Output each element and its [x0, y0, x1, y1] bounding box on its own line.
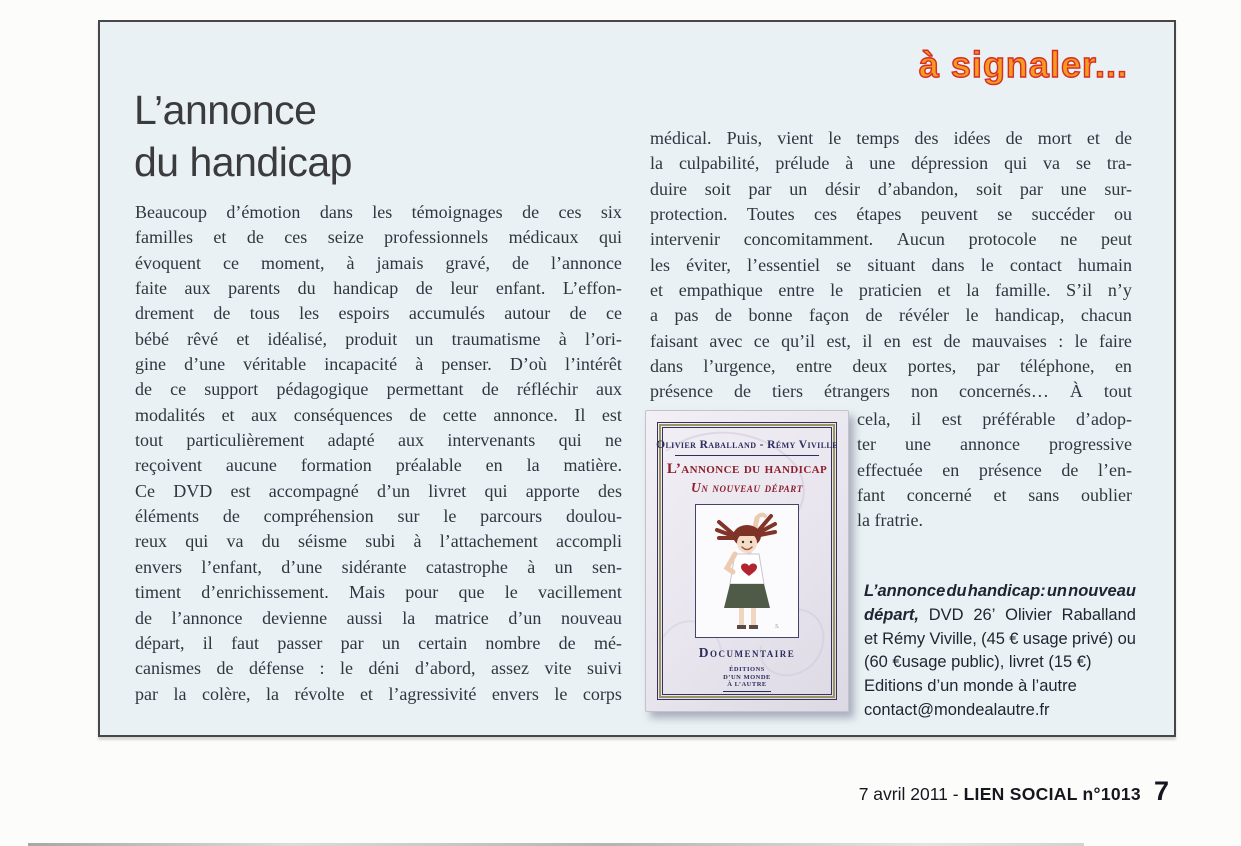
cover-outer-frame	[657, 422, 837, 700]
cover-gold-frame	[656, 424, 838, 698]
text-line: médical. Puis, vient le temps des idées de mort et de	[650, 128, 1132, 148]
article-right-column-wide	[650, 126, 1132, 405]
caption-line: et Rémy Viville, (45 € usage privé) ou	[864, 629, 1136, 648]
text-line: reux qui va du séisme subi à l’attachement accompli	[135, 531, 622, 552]
cover-title: L’annonce du handicap	[666, 461, 828, 477]
article-title-line2: du handicap	[134, 139, 352, 185]
article-right-column-narrow	[857, 407, 1132, 534]
text-line: Ce DVD est accompagné d’un livret qui apporte des	[135, 480, 622, 501]
text-line: de l’annonce devienne aussi la matrice d’un nouveau	[135, 607, 622, 628]
cover-subtitle: Un nouveau départ	[690, 480, 804, 495]
text-line: familles et de ces seize professionnels médicaux qui	[135, 227, 622, 248]
text-line: gine d’une véritable incapacité à penser. D’où l’intérêt	[135, 354, 622, 375]
text-line: bébé rêvé et idéalisé, produit un traumatisme à l’ori-	[135, 328, 622, 349]
page-footer	[859, 776, 1169, 807]
text-line: de ce support pédagogique permettant de réfléchir aux	[135, 379, 622, 400]
text-line: fant concerné et sans oublier	[857, 485, 1132, 506]
text-line: ter une annonce progressive	[857, 434, 1132, 455]
text-line: drement de tous les espoirs accumulés autour de ce	[135, 303, 622, 324]
cover-publisher-line1: ÉDITIONS	[729, 666, 765, 673]
caption-line: départ, DVD 26’ Olivier Raballand	[864, 605, 1136, 624]
text-line: évoquent ce moment, à jamais gravé, de l’annonce	[135, 252, 622, 273]
text-line: cela, il est préférable d’adop-	[857, 409, 1132, 429]
text-line: faite aux parents du handicap de leur enfant. L’effon-	[135, 278, 622, 299]
article-left-column	[135, 200, 622, 707]
text-line: présence de tiers étrangers non concernés… À tout	[650, 381, 1132, 402]
caption-line: contact@mondealautre.fr	[864, 700, 1050, 719]
cover-rule	[675, 455, 819, 456]
section-label: à signaler...	[918, 44, 1128, 85]
text-line: départ, il faut passer par un certain nombre de mé-	[135, 632, 622, 653]
cover-genre: Documentaire	[698, 645, 796, 660]
text-line: reçoivent aucune formation préalable en la matière.	[135, 455, 622, 476]
text-line: éléments de compréhension sur le parcours doulou-	[135, 506, 622, 527]
cover-inner-frame	[656, 427, 838, 695]
cover-publisher-line2: D’UN MONDE	[723, 673, 771, 681]
footer-magazine-issue: LIEN SOCIAL n°1013	[963, 784, 1141, 804]
svg-text:S.: S.	[775, 624, 780, 630]
text-line: Beaucoup d’émotion dans les témoignages de ces six	[135, 202, 622, 222]
cover-publisher-logo	[723, 666, 771, 692]
text-line: intervenir concomitamment. Aucun protocole ne peut	[650, 229, 1132, 250]
caption-line: (60 €usage public), livret (15 €)	[864, 653, 1092, 672]
cover-authors: Olivier Raballand - Rémy Viville	[656, 439, 838, 451]
text-line: et empathique entre le praticien et la famille. S’il n’y	[650, 280, 1132, 301]
text-line: timent d’enrichissement. Mais pour que le vacillement	[135, 582, 622, 603]
child-illustration	[697, 506, 797, 636]
text-line: dans l’urgence, entre deux portes, par téléphone, en	[650, 356, 1132, 377]
text-line: effectuée en présence de l’en-	[857, 459, 1132, 480]
dvd-caption	[864, 580, 1136, 723]
text-line: canismes de défense : le déni d’abord, assez vite suivi	[135, 658, 622, 679]
cover-illustration	[695, 504, 799, 638]
text-line: tout particulièrement adapté aux intervenants qui ne	[135, 430, 622, 451]
text-line: protection. Toutes ces étapes peuvent se succéder ou	[650, 204, 1132, 225]
article-title-line1: L’annonce	[134, 87, 317, 133]
caption-line: Editions d’un monde à l’autre	[864, 677, 1077, 696]
text-line: envers l’enfant, d’une sidérante catastrophe à un sen-	[135, 556, 622, 577]
dvd-cover	[645, 410, 849, 712]
text-line: modalités et aux conséquences de cette annonce. Il est	[135, 404, 622, 425]
text-line: faisant avec ce qu’il est, il en est de mauvaises : le faire	[650, 330, 1132, 351]
article-title	[134, 84, 352, 188]
text-line: la fratrie.	[857, 510, 923, 531]
caption-line: L’annonce du handicap: un nouveau	[864, 582, 1136, 600]
cover-publisher-line3: À L’AUTRE	[727, 681, 767, 688]
footer-page-number: 7	[1153, 776, 1169, 806]
footer-date: 7 avril 2011 -	[858, 784, 959, 804]
article-panel	[98, 20, 1176, 737]
text-line: la culpabilité, prélude à une dépression qui va se tra-	[650, 153, 1132, 174]
text-line: duire soit par un désir d’abandon, soit par une sur-	[650, 178, 1132, 199]
text-line: a pas de bonne façon de révéler le handicap, chacun	[650, 305, 1132, 326]
text-line: les éviter, l’essentiel se situant dans le contact humain	[650, 254, 1132, 275]
text-line: par la colère, la révolte et l’agressivité envers le corps	[135, 683, 622, 704]
